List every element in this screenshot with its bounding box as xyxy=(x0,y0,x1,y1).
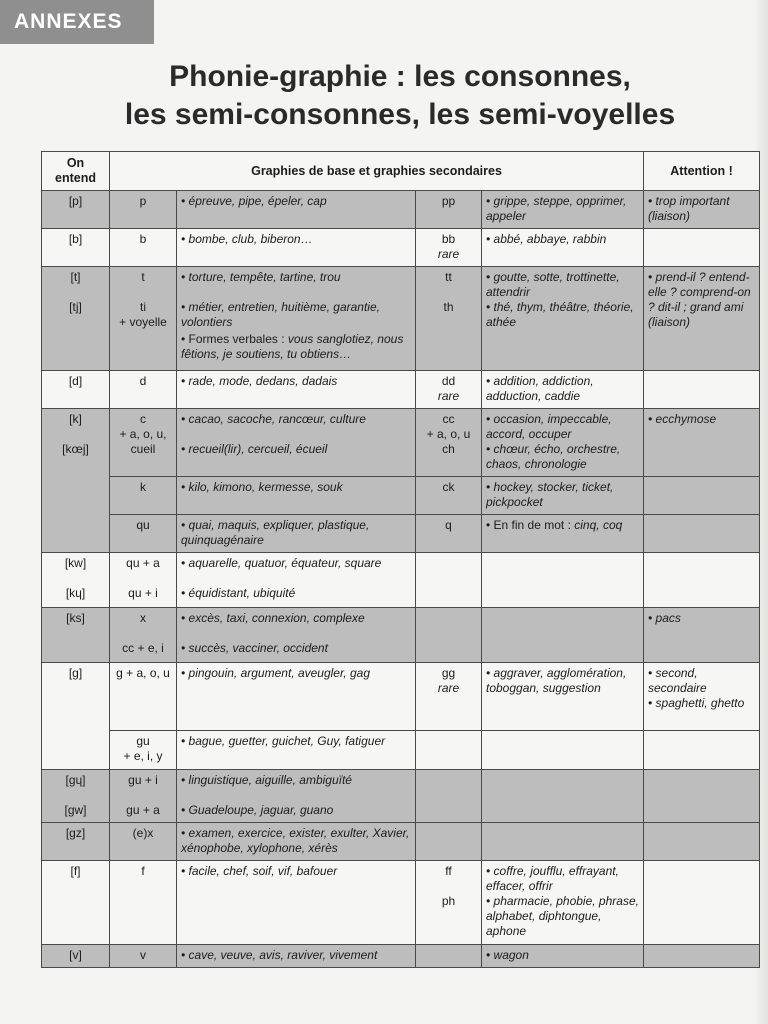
phoneme-text: [tj] xyxy=(69,300,82,314)
examples-secondary-cell xyxy=(482,861,644,945)
graphie-text: + a, o, u xyxy=(426,427,471,441)
empty-cell xyxy=(644,823,760,861)
examples-base-cell xyxy=(177,553,416,608)
graphie-text: gg xyxy=(441,666,456,680)
graphie-secondary-cell xyxy=(416,267,482,371)
graphie-base-cell: p xyxy=(110,191,177,229)
graphie-text: ph xyxy=(441,894,456,908)
graphie-text: tt xyxy=(445,270,452,284)
graphie-text: c xyxy=(140,412,146,426)
phonie-graphie-table xyxy=(41,151,760,968)
empty-cell xyxy=(416,770,482,823)
attention-cell: • ecchymose xyxy=(644,409,760,477)
attention-cell: • prend-il ? entend-elle ? comprend-on ? dit-il ; grand ami (liaison) xyxy=(644,267,760,371)
example-prefix: • Formes verbales : xyxy=(181,332,285,346)
examples-secondary-cell xyxy=(482,515,644,553)
empty-cell xyxy=(644,945,760,968)
table-header-row xyxy=(42,152,760,191)
phoneme-text: [gɥ] xyxy=(65,773,86,787)
empty-cell xyxy=(416,731,482,770)
header-graphies: Graphies de base et graphies secondaires xyxy=(110,152,644,191)
graphie-base-cell: d xyxy=(110,371,177,409)
phoneme-cell: [p] xyxy=(42,191,110,229)
examples-secondary-cell xyxy=(482,267,644,371)
attention-text: • spaghetti, ghetto xyxy=(648,696,745,710)
graphie-secondary-cell: ck xyxy=(416,477,482,515)
examples-base-cell: • quai, maquis, expliquer, plastique, quinquagénaire xyxy=(177,515,416,553)
graphie-text: t xyxy=(141,270,145,284)
graphie-secondary-cell: pp xyxy=(416,191,482,229)
empty-cell xyxy=(644,770,760,823)
graphie-text: cc + e, i xyxy=(122,641,164,655)
attention-cell xyxy=(644,663,760,731)
graphie-text: qu + a xyxy=(126,556,160,570)
phoneme-cell: [v] xyxy=(42,945,110,968)
empty-cell xyxy=(416,823,482,861)
empty-cell xyxy=(482,731,644,770)
graphie-text: ch xyxy=(442,442,455,456)
empty-cell xyxy=(416,553,482,608)
rare-note: rare xyxy=(437,389,460,403)
graphie-text: gu + i xyxy=(128,773,158,787)
table-row xyxy=(42,553,760,608)
table-row xyxy=(42,191,760,229)
example-text: • recueil(lir), cercueil, écueil xyxy=(181,442,328,456)
phoneme-cell: [b] xyxy=(42,229,110,267)
examples-base-cell xyxy=(177,770,416,823)
graphie-base-cell: b xyxy=(110,229,177,267)
graphie-base-cell xyxy=(110,553,177,608)
table-row xyxy=(42,267,760,371)
phoneme-cell: [gz] xyxy=(42,823,110,861)
attention-cell xyxy=(644,229,760,267)
graphie-base-cell: v xyxy=(110,945,177,968)
graphie-base-cell: k xyxy=(110,477,177,515)
example-text: • succès, vacciner, occident xyxy=(181,641,328,655)
graphie-base-cell: f xyxy=(110,861,177,945)
table-row xyxy=(42,409,760,477)
phoneme-text: [gw] xyxy=(64,803,87,817)
example-text: • coffre, joufflu, effrayant, effacer, offrir xyxy=(486,864,619,893)
graphie-text: + e, i, y xyxy=(123,749,163,763)
example-text: • métier, entretien, huitième, garantie, volontiers xyxy=(181,300,380,329)
phoneme-text: [k] xyxy=(69,412,82,426)
examples-base-cell xyxy=(177,409,416,477)
examples-base-cell xyxy=(177,267,416,371)
graphie-text: gu xyxy=(136,734,150,748)
phoneme-cell: [ks] xyxy=(42,608,110,663)
graphie-secondary-cell xyxy=(416,663,482,731)
example-text: • thé, thym, théâtre, théorie, athée xyxy=(486,300,634,329)
example-text: • équidistant, ubiquité xyxy=(181,586,296,600)
table-row xyxy=(42,861,760,945)
phoneme-text: [t] xyxy=(70,270,81,284)
header-on-entend: On entend xyxy=(42,152,110,191)
graphie-secondary-cell xyxy=(416,229,482,267)
table-row xyxy=(42,945,760,968)
phoneme-text: [kɥ] xyxy=(65,586,86,600)
graphie-secondary-cell: q xyxy=(416,515,482,553)
example-text: • goutte, sotte, trottinette, attendrir xyxy=(486,270,620,299)
graphie-text: + a, o, u, xyxy=(119,427,167,441)
examples-secondary-cell: • abbé, abbaye, rabbin xyxy=(482,229,644,267)
example-text: • cacao, sacoche, rancœur, culture xyxy=(181,412,366,426)
table-row xyxy=(42,515,760,553)
graphie-secondary-cell xyxy=(416,409,482,477)
graphie-text: bb xyxy=(441,232,456,246)
graphie-base-cell xyxy=(110,608,177,663)
example-prefix: • En fin de mot : xyxy=(486,518,571,532)
examples-secondary-cell: • wagon xyxy=(482,945,644,968)
graphie-base-cell xyxy=(110,731,177,770)
page-title-line-2: les semi-consonnes, les semi-voyelles xyxy=(124,98,676,131)
examples-secondary-cell: • addition, addiction, adduction, caddie xyxy=(482,371,644,409)
example-text: • pharmacie, phobie, phrase, alphabet, diphtongue, aphone xyxy=(486,894,639,938)
table-row xyxy=(42,663,760,731)
attention-cell: • trop important (liaison) xyxy=(644,191,760,229)
examples-base-cell: • facile, chef, soif, vif, bafouer xyxy=(177,861,416,945)
graphie-secondary-cell xyxy=(416,371,482,409)
rare-note: rare xyxy=(437,681,460,695)
graphie-base-cell: qu xyxy=(110,515,177,553)
examples-secondary-cell: • aggraver, agglomération, toboggan, suggestion xyxy=(482,663,644,731)
graphie-text: x xyxy=(140,611,146,625)
header-attention: Attention ! xyxy=(644,152,760,191)
phoneme-text: [kw] xyxy=(64,556,87,570)
phoneme-text: [kœj] xyxy=(62,442,89,456)
table-row xyxy=(42,608,760,663)
graphie-text: qu + i xyxy=(128,586,158,600)
examples-base-cell: • pingouin, argument, aveugler, gag xyxy=(177,663,416,731)
section-tab-annexes: ANNEXES xyxy=(0,0,154,44)
graphie-base-cell: g + a, o, u xyxy=(110,663,177,731)
graphie-secondary-cell xyxy=(416,861,482,945)
graphie-text: ti xyxy=(140,300,146,314)
table-row xyxy=(42,371,760,409)
graphie-base-cell: (e)x xyxy=(110,823,177,861)
page-title xyxy=(0,58,768,134)
examples-secondary-cell xyxy=(482,409,644,477)
empty-cell xyxy=(644,731,760,770)
graphie-base-cell xyxy=(110,770,177,823)
graphie-text: ff xyxy=(445,864,452,878)
examples-base-cell xyxy=(177,608,416,663)
phoneme-cell: [g] xyxy=(42,663,110,770)
table-row xyxy=(42,229,760,267)
graphie-text: gu + a xyxy=(126,803,160,817)
examples-base-cell: • bague, guetter, guichet, Guy, fatiguer xyxy=(177,731,416,770)
empty-cell xyxy=(416,945,482,968)
table-row xyxy=(42,477,760,515)
phoneme-cell xyxy=(42,267,110,371)
table-row xyxy=(42,731,760,770)
examples-base-cell: • examen, exercice, exister, exulter, Xavier, xénophobe, xylophone, xérès xyxy=(177,823,416,861)
phoneme-cell xyxy=(42,770,110,823)
attention-text: • second, secondaire xyxy=(648,666,707,695)
graphie-base-cell xyxy=(110,409,177,477)
examples-base-cell: • rade, mode, dedans, dadais xyxy=(177,371,416,409)
empty-cell xyxy=(482,823,644,861)
empty-cell xyxy=(416,608,482,663)
empty-cell xyxy=(644,861,760,945)
graphie-text: th xyxy=(443,300,454,314)
phoneme-cell xyxy=(42,409,110,553)
graphie-base-cell xyxy=(110,267,177,371)
example-text: • occasion, impeccable, accord, occuper xyxy=(486,412,612,441)
graphie-text: + voyelle xyxy=(119,315,167,329)
example-text: • linguistique, aiguille, ambiguïté xyxy=(181,773,352,787)
empty-cell xyxy=(644,553,760,608)
phoneme-cell: [f] xyxy=(42,861,110,945)
example-text: vous sanglotiez, nous fêtions, je soutiens, tu obtiens… xyxy=(181,332,404,361)
empty-cell xyxy=(482,553,644,608)
examples-base-cell: • bombe, club, biberon… xyxy=(177,229,416,267)
empty-cell xyxy=(482,608,644,663)
empty-cell xyxy=(482,770,644,823)
example-text: • excès, taxi, connexion, complexe xyxy=(181,611,365,625)
examples-secondary-cell: • grippe, steppe, opprimer, appeler xyxy=(482,191,644,229)
phoneme-cell: [d] xyxy=(42,371,110,409)
example-text: cinq, coq xyxy=(574,518,623,532)
examples-base-cell: • épreuve, pipe, épeler, cap xyxy=(177,191,416,229)
table-row xyxy=(42,770,760,823)
examples-base-cell: • kilo, kimono, kermesse, souk xyxy=(177,477,416,515)
examples-base-cell: • cave, veuve, avis, raviver, vivement xyxy=(177,945,416,968)
attention-cell xyxy=(644,477,760,515)
page-title-line-1: Phonie-graphie : les consonnes, xyxy=(169,60,631,93)
attention-cell: • pacs xyxy=(644,608,760,663)
graphie-text: cc xyxy=(442,412,455,426)
example-text: • aquarelle, quatuor, équateur, square xyxy=(181,556,382,570)
graphie-text: cueil xyxy=(130,442,156,456)
rare-note: rare xyxy=(437,247,460,261)
attention-cell xyxy=(644,515,760,553)
example-text: • torture, tempête, tartine, trou xyxy=(181,270,341,284)
example-text: • chœur, écho, orchestre, chaos, chronologie xyxy=(486,442,621,471)
attention-cell xyxy=(644,371,760,409)
example-text: • Guadeloupe, jaguar, guano xyxy=(181,803,334,817)
examples-secondary-cell: • hockey, stocker, ticket, pickpocket xyxy=(482,477,644,515)
table-row xyxy=(42,823,760,861)
graphie-text: dd xyxy=(441,374,456,388)
phoneme-cell xyxy=(42,553,110,608)
